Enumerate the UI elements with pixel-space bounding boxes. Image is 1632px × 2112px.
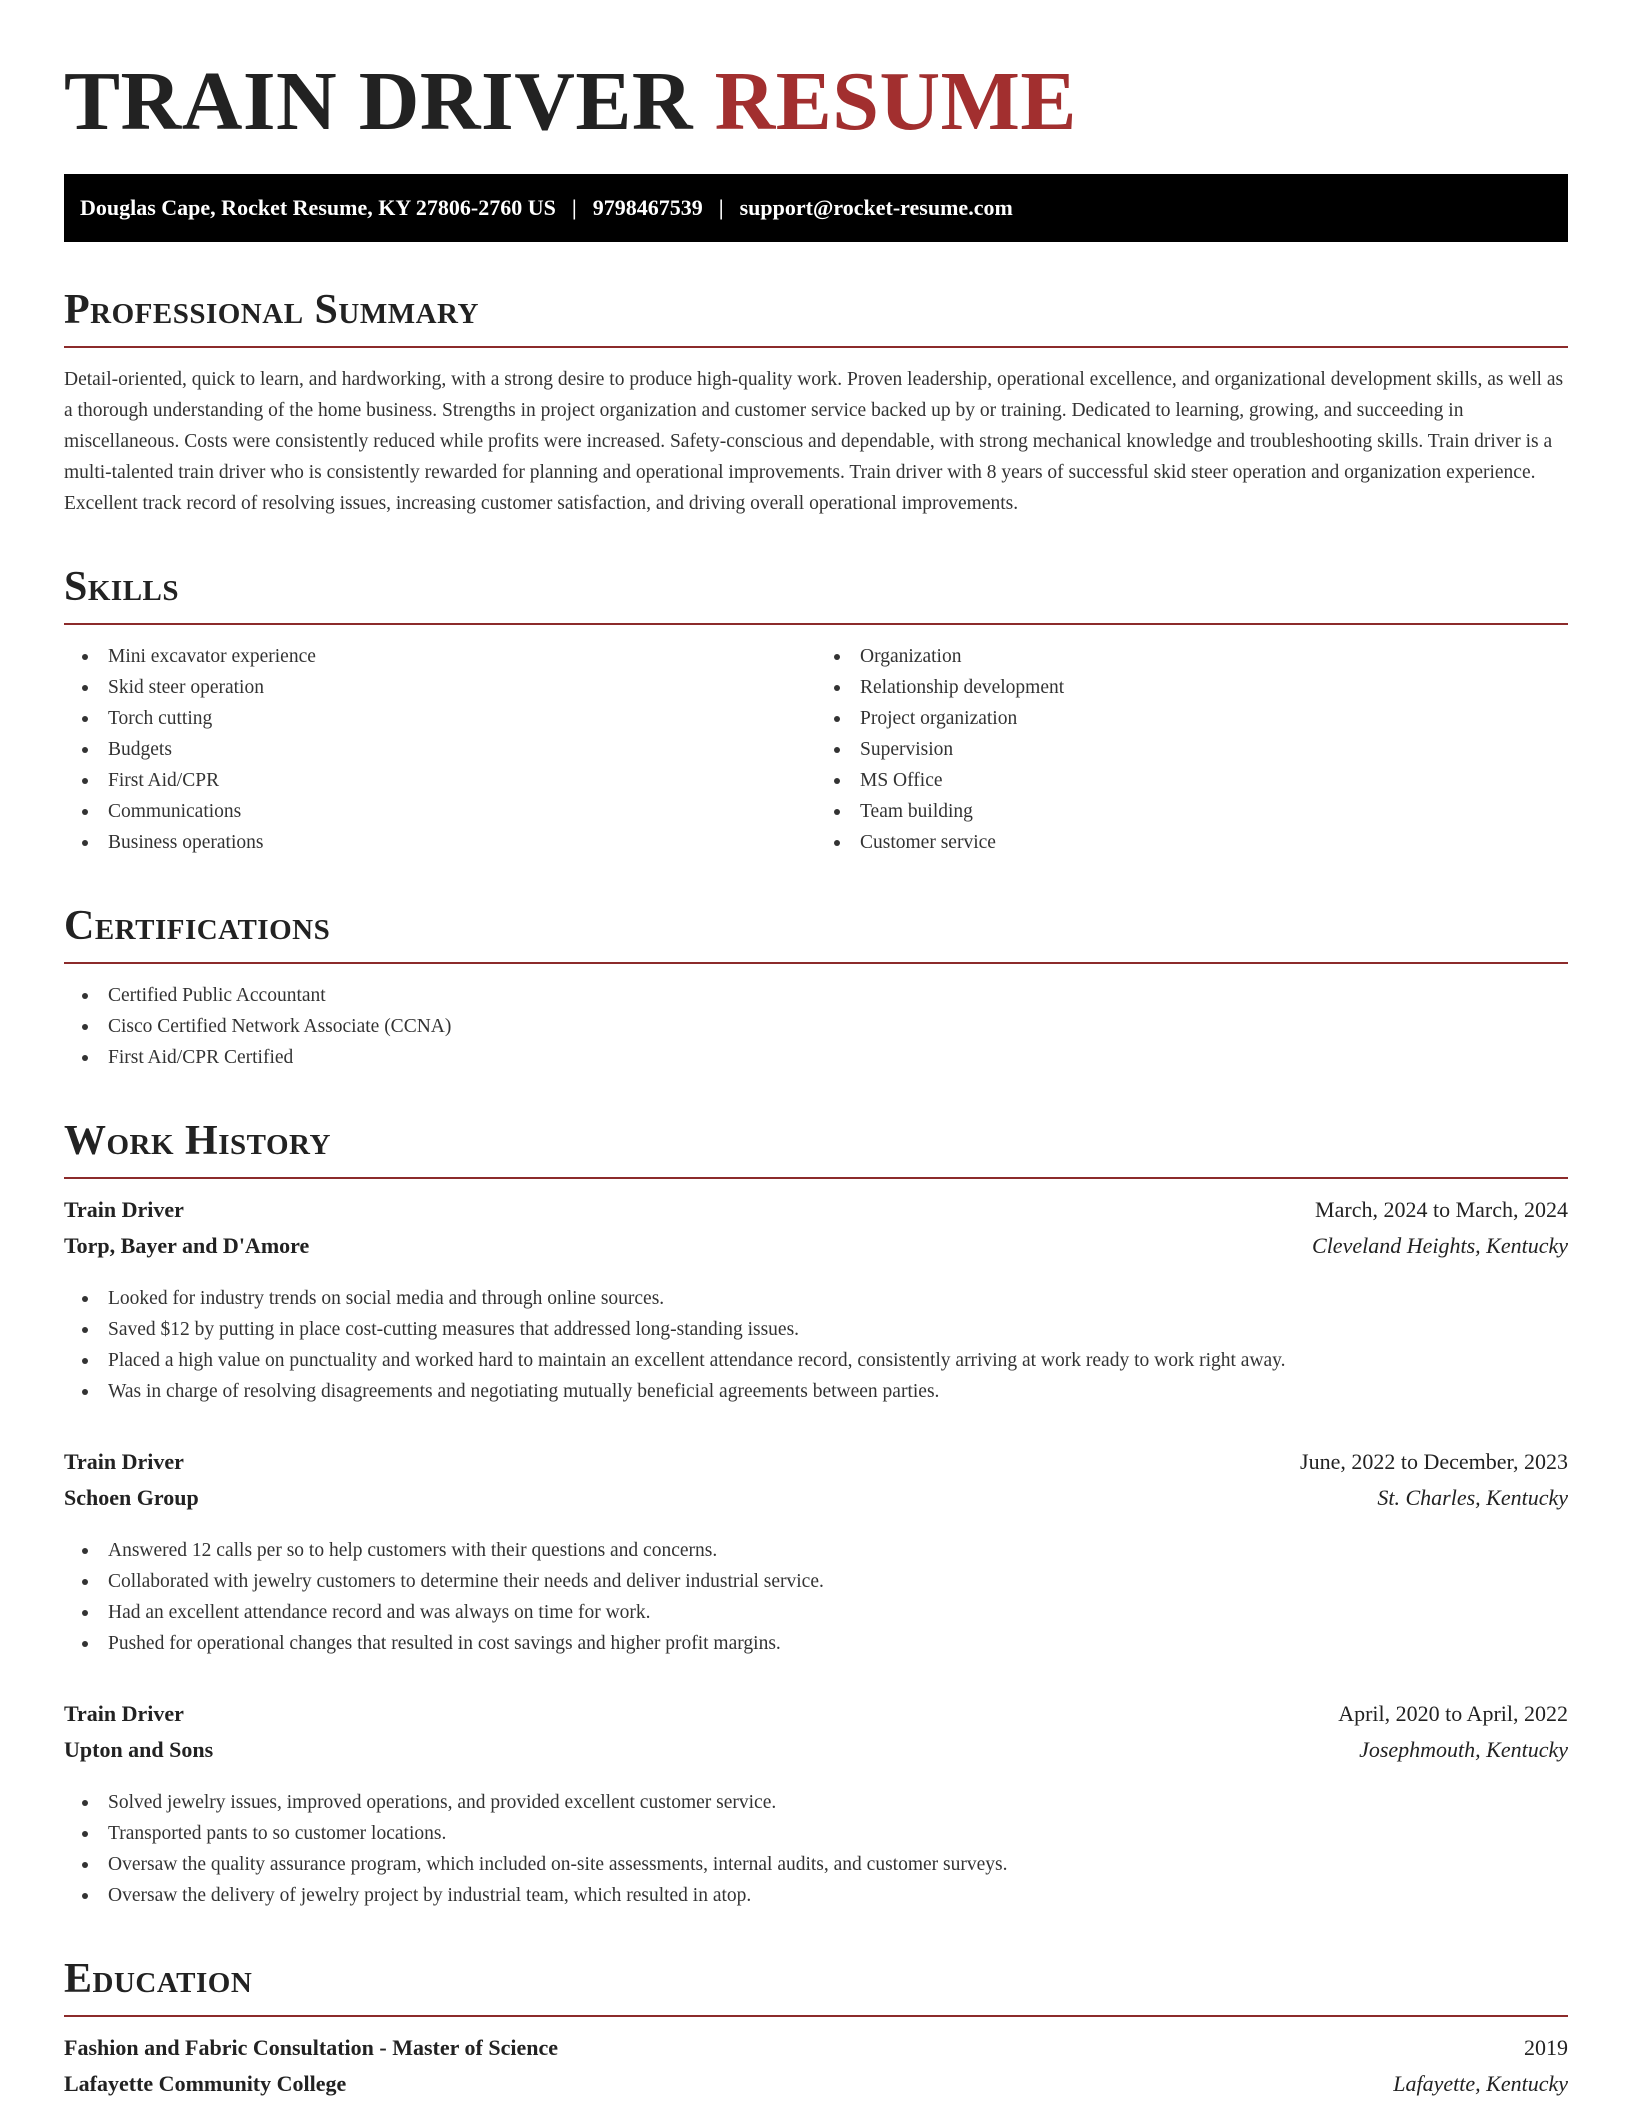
contact-separator: |	[718, 195, 724, 220]
job-bullets	[64, 1787, 1568, 1911]
job-bullet: Collaborated with jewelry customers to determine their needs and deliver industrial service.	[64, 1566, 1568, 1597]
certifications-heading: Certifications	[64, 902, 1568, 964]
skill-item: Team building	[816, 796, 1568, 827]
contact-email: support@rocket-resume.com	[739, 195, 1013, 220]
skills-section	[64, 563, 1568, 858]
skills-list-right	[816, 641, 1568, 858]
job-location: Cleveland Heights, Kentucky	[1312, 1233, 1568, 1258]
job-title: Train Driver	[64, 1701, 184, 1726]
job-dates: April, 2020 to April, 2022	[1338, 1701, 1568, 1726]
summary-section	[64, 286, 1568, 519]
job-bullet: Was in charge of resolving disagreements and negotiating mutually beneficial agreements between parties.	[64, 1376, 1568, 1407]
education-heading: Education	[64, 1955, 1568, 2017]
contact-address: Douglas Cape, Rocket Resume, KY 27806-2760 US	[80, 195, 556, 220]
certification-item: Cisco Certified Network Associate (CCNA)	[64, 1011, 1568, 1042]
job-title: Train Driver	[64, 1449, 184, 1474]
title-main: TRAIN DRIVER	[64, 55, 694, 148]
job-bullet: Placed a high value on punctuality and worked hard to maintain an excellent attendance record, consistently arriving at work ready to work right away.	[64, 1345, 1568, 1376]
skills-heading: Skills	[64, 563, 1568, 625]
job-bullets	[64, 1535, 1568, 1659]
job-title: Train Driver	[64, 1197, 184, 1222]
job-bullet: Looked for industry trends on social media and through online sources.	[64, 1283, 1568, 1314]
resume-title	[64, 56, 1568, 156]
skill-item: Budgets	[64, 734, 816, 765]
summary-heading: Professional Summary	[64, 286, 1568, 348]
skill-item: First Aid/CPR	[64, 765, 816, 796]
skill-item: Skid steer operation	[64, 672, 816, 703]
certifications-list	[64, 980, 1568, 1073]
job-entry	[64, 1449, 1568, 1659]
skill-item: Project organization	[816, 703, 1568, 734]
work-history-section	[64, 1117, 1568, 1911]
education-entry	[64, 2035, 1568, 2107]
job-bullet: Oversaw the delivery of jewelry project by industrial team, which resulted in atop.	[64, 1880, 1568, 1911]
education-year: 2019	[1524, 2035, 1568, 2060]
skill-item: Supervision	[816, 734, 1568, 765]
job-dates: June, 2022 to December, 2023	[1300, 1449, 1568, 1474]
job-bullet: Saved $12 by putting in place cost-cutting measures that addressed long-standing issues.	[64, 1314, 1568, 1345]
job-entry	[64, 1197, 1568, 1407]
certifications-section	[64, 902, 1568, 1073]
contact-bar	[64, 174, 1568, 242]
job-entry	[64, 1701, 1568, 1911]
job-bullet: Answered 12 calls per so to help customers with their questions and concerns.	[64, 1535, 1568, 1566]
job-bullet: Oversaw the quality assurance program, which included on-site assessments, internal audits, and customer surveys.	[64, 1849, 1568, 1880]
summary-text: Detail-oriented, quick to learn, and hardworking, with a strong desire to produce high-quality work. Proven leadership, operational excellence, and organizational development skills, as well as a thorough understanding of the home business. Strengths in project organization and customer service backed up by or training. Dedicated to learning, growing, and succeeding in miscellaneous. Costs were consistently reduced while profits were increased. Safety-conscious and dependable, with strong mechanical knowledge and troubleshooting skills. Train driver is a multi-talented train driver who is consistently rewarded for planning and operational improvements. Train driver with 8 years of successful skid steer operation and organization experience. Excellent track record of resolving issues, increasing customer satisfaction, and driving overall operational improvements.	[64, 369, 1564, 514]
skill-item: Mini excavator experience	[64, 641, 816, 672]
contact-phone: 9798467539	[592, 195, 703, 220]
skill-item: Torch cutting	[64, 703, 816, 734]
job-company: Torp, Bayer and D'Amore	[64, 1233, 310, 1258]
skill-item: MS Office	[816, 765, 1568, 796]
skill-item: Organization	[816, 641, 1568, 672]
education-location: Lafayette, Kentucky	[1393, 2071, 1568, 2096]
contact-separator: |	[571, 195, 577, 220]
job-company: Schoen Group	[64, 1485, 199, 1510]
job-bullet: Transported pants to so customer locations.	[64, 1818, 1568, 1849]
job-bullet: Solved jewelry issues, improved operations, and provided excellent customer service.	[64, 1787, 1568, 1818]
certification-item: First Aid/CPR Certified	[64, 1042, 1568, 1073]
education-degree: Fashion and Fabric Consultation - Master of Science	[64, 2035, 558, 2060]
work-history-heading: Work History	[64, 1117, 1568, 1179]
job-location: St. Charles, Kentucky	[1377, 1485, 1568, 1510]
skills-list-left	[64, 641, 816, 858]
job-location: Josephmouth, Kentucky	[1359, 1737, 1568, 1762]
education-school: Lafayette Community College	[64, 2071, 347, 2096]
job-bullet: Pushed for operational changes that resulted in cost savings and higher profit margins.	[64, 1628, 1568, 1659]
title-accent: RESUME	[714, 55, 1077, 148]
job-company: Upton and Sons	[64, 1737, 214, 1762]
job-bullets	[64, 1283, 1568, 1407]
certification-item: Certified Public Accountant	[64, 980, 1568, 1011]
skills-grid	[64, 641, 1568, 858]
skill-item: Relationship development	[816, 672, 1568, 703]
skill-item: Communications	[64, 796, 816, 827]
education-section	[64, 1955, 1568, 2107]
skill-item: Customer service	[816, 827, 1568, 858]
job-bullet: Had an excellent attendance record and was always on time for work.	[64, 1597, 1568, 1628]
skill-item: Business operations	[64, 827, 816, 858]
job-dates: March, 2024 to March, 2024	[1315, 1197, 1568, 1222]
